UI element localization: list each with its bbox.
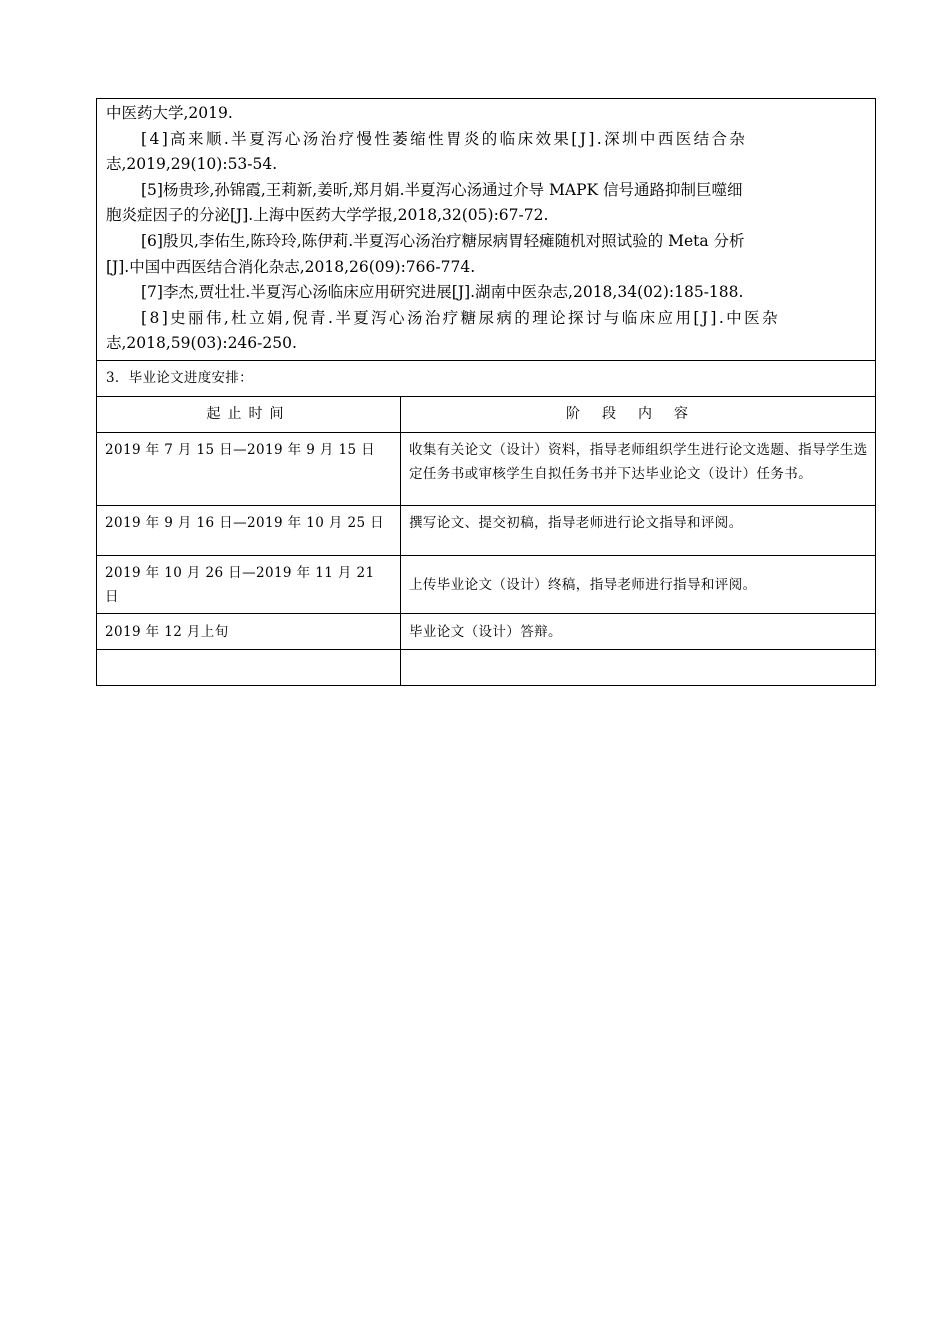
reference-8-line1: [8]史丽伟,杜立娟,倪青.半夏泻心汤治疗糖尿病的理论探讨与临床应用[J].中医杂	[141, 308, 780, 327]
reference-7-line1: [7]李杰,贾壮壮.半夏泻心汤临床应用研究进展[J].湖南中医杂志,2018,34(02):185-188.	[141, 283, 744, 302]
thesis-task-table	[96, 98, 876, 686]
reference-continuation: 中医药大学,2019.	[106, 104, 233, 122]
schedule-row	[97, 505, 876, 555]
schedule-time-cell: 2019 年 9 月 16 日—2019 年 10 月 25 日	[97, 505, 401, 555]
schedule-time-cell: 2019 年 7 月 15 日—2019 年 9 月 15 日	[97, 432, 401, 505]
schedule-content-cell: 撰写论文、提交初稿，指导老师进行论文指导和评阅。	[401, 505, 876, 555]
reference-6-line1: [6]殷贝,李佑生,陈玲玲,陈伊莉.半夏泻心汤治疗糖尿病胃轻瘫随机对照试验的 Meta 分析	[141, 231, 745, 250]
schedule-content-cell: 上传毕业论文（设计）终稿，指导老师进行指导和评阅。	[401, 555, 876, 613]
schedule-section-title: 3．毕业论文进度安排：	[97, 360, 876, 396]
schedule-section-row	[97, 360, 876, 396]
schedule-content-cell: 毕业论文（设计）答辩。	[401, 613, 876, 649]
references-row	[97, 99, 876, 361]
reference-4-line2: 志,2019,29(10):53-54.	[106, 155, 278, 174]
schedule-content-cell	[401, 649, 876, 685]
reference-4-line1: [4]高来顺.半夏泻心汤治疗慢性萎缩性胃炎的临床效果[J].深圳中西医结合杂	[141, 129, 748, 148]
header-content: 阶段内容	[401, 396, 876, 432]
header-time: 起止时间	[97, 396, 401, 432]
reference-5-line2: 胞炎症因子的分泌[J].上海中医药大学学报,2018,32(05):67-72.	[106, 206, 549, 225]
references-cell	[97, 99, 876, 361]
schedule-row-empty	[97, 649, 876, 685]
reference-8-line2: 志,2018,59(03):246-250.	[106, 334, 297, 353]
reference-6-line2: [J].中国中西医结合消化杂志,2018,26(09):766-774.	[106, 257, 476, 276]
schedule-row	[97, 432, 876, 505]
schedule-header-row	[97, 396, 876, 432]
schedule-time-cell: 2019 年 12 月上旬	[97, 613, 401, 649]
schedule-row	[97, 613, 876, 649]
schedule-content-cell: 收集有关论文（设计）资料，指导老师组织学生进行论文选题、指导学生选定任务书或审核学生自拟任务书并下达毕业论文（设计）任务书。	[401, 432, 876, 505]
reference-5-line1: [5]杨贵珍,孙锦霞,王莉新,姜昕,郑月娟.半夏泻心汤通过介导 MAPK 信号通路抑制巨噬细	[141, 180, 743, 199]
schedule-row	[97, 555, 876, 613]
schedule-time-cell	[97, 649, 401, 685]
schedule-time-cell: 2019 年 10 月 26 日—2019 年 11 月 21 日	[97, 555, 401, 613]
